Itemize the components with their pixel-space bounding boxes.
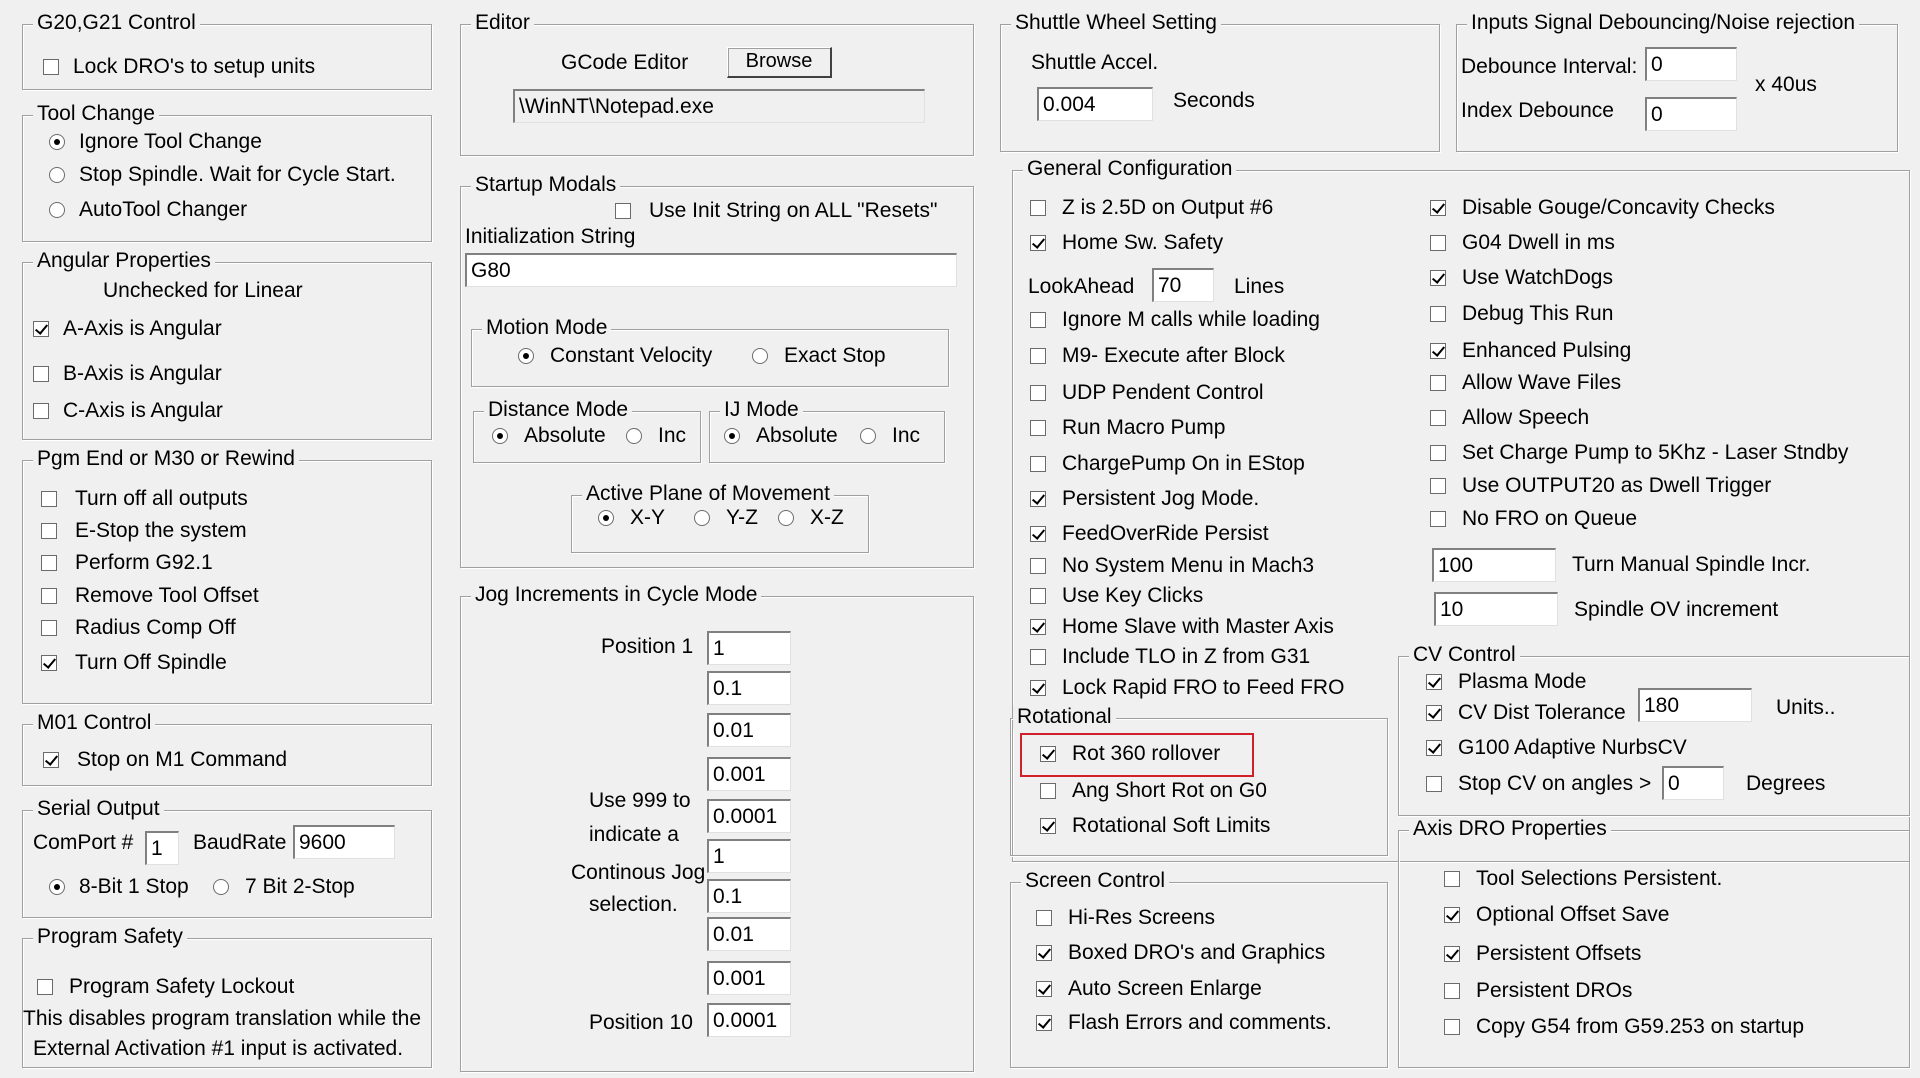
jog-position1-label: Position 1 <box>601 635 694 658</box>
jog-value-input[interactable]: 0.1 <box>707 879 791 913</box>
general-option-checkbox[interactable] <box>1430 511 1446 527</box>
pgm-end-checkbox[interactable] <box>41 555 57 571</box>
cv-units-label: Units.. <box>1776 696 1836 719</box>
shuttle-accel-label: Shuttle Accel. <box>1031 51 1159 74</box>
general-option-checkbox[interactable] <box>1030 619 1046 635</box>
screen-option-label: Boxed DRO's and Graphics <box>1068 941 1326 964</box>
axis-dro-title: Axis DRO Properties <box>1409 817 1611 841</box>
constant-velocity-label: Constant Velocity <box>550 344 713 367</box>
safety-note-1: This disables program translation while the <box>23 1007 422 1030</box>
baudrate-label: BaudRate <box>193 831 287 854</box>
plasma-mode-label: Plasma Mode <box>1458 670 1587 693</box>
lock-dro-checkbox[interactable] <box>43 59 59 75</box>
general-option-checkbox[interactable] <box>1430 306 1446 322</box>
rotational-title: Rotational <box>1013 705 1116 729</box>
general-option-checkbox[interactable] <box>1030 680 1046 696</box>
general-option-checkbox[interactable] <box>1430 478 1446 494</box>
distance-absolute-radio[interactable] <box>492 428 508 444</box>
pgm-end-checkbox[interactable] <box>41 491 57 507</box>
motion-title: Motion Mode <box>482 316 611 340</box>
general-option-checkbox[interactable] <box>1030 491 1046 507</box>
b-axis-checkbox[interactable] <box>33 366 49 382</box>
tool-change-radio-stop[interactable] <box>49 167 65 183</box>
spindle-ov-input[interactable]: 10 <box>1434 592 1558 626</box>
general-option-label: Persistent Jog Mode. <box>1062 487 1260 510</box>
startup-group <box>460 173 974 568</box>
general-option-label: No System Menu in Mach3 <box>1062 554 1315 577</box>
constant-velocity-radio[interactable] <box>518 348 534 364</box>
tool-change-label-stop: Stop Spindle. Wait for Cycle Start. <box>79 163 396 186</box>
plasma-mode-checkbox[interactable] <box>1426 674 1442 690</box>
general-option-label: Z is 2.5D on Output #6 <box>1062 196 1274 219</box>
stop-cv-checkbox[interactable] <box>1426 776 1442 792</box>
jog-note-2: indicate a <box>589 823 679 846</box>
m01-group <box>22 711 432 786</box>
tool-change-radio-ignore[interactable] <box>49 134 65 150</box>
serial-group <box>22 797 432 918</box>
comport-label: ComPort # <box>33 831 134 854</box>
stop-m1-checkbox[interactable] <box>43 752 59 768</box>
jog-title: Jog Increments in Cycle Mode <box>471 583 761 607</box>
cv-title: CV Control <box>1409 643 1520 667</box>
plane-xz-radio[interactable] <box>778 510 794 526</box>
ij-absolute-label: Absolute <box>756 424 838 447</box>
serial-title: Serial Output <box>33 797 164 821</box>
general-option-checkbox[interactable] <box>1430 410 1446 426</box>
safety-title: Program Safety <box>33 925 187 949</box>
jog-value-input[interactable]: 0.0001 <box>707 799 791 833</box>
general-option-checkbox[interactable] <box>1030 456 1046 472</box>
spindle-incr-input[interactable]: 100 <box>1432 548 1556 582</box>
lock-dro-label: Lock DRO's to setup units <box>73 55 316 78</box>
general-option-checkbox[interactable] <box>1430 343 1446 359</box>
jog-note-4: selection. <box>589 893 678 916</box>
angular-group <box>22 249 432 440</box>
gcode-editor-label: GCode Editor <box>561 51 689 74</box>
pgm-end-checkbox[interactable] <box>41 655 57 671</box>
shuttle-group <box>1000 11 1440 152</box>
browse-button[interactable]: Browse <box>727 47 832 78</box>
general-option-checkbox[interactable] <box>1030 420 1046 436</box>
plane-yz-radio[interactable] <box>694 510 710 526</box>
general-option-label: UDP Pendent Control <box>1062 381 1264 404</box>
g100-checkbox[interactable] <box>1426 740 1442 756</box>
startup-title: Startup Modals <box>471 173 620 197</box>
rotational-soft-limits-label: Rotational Soft Limits <box>1072 814 1271 837</box>
ij-inc-label: Inc <box>892 424 921 447</box>
screen-option-label: Auto Screen Enlarge <box>1068 977 1262 1000</box>
general-option-label: Debug This Run <box>1462 302 1614 325</box>
screen-option-label: Flash Errors and comments. <box>1068 1011 1332 1034</box>
cv-dist-label: CV Dist Tolerance <box>1458 701 1626 724</box>
general-option-checkbox[interactable] <box>1430 200 1446 216</box>
general-option-label: Lock Rapid FRO to Feed FRO <box>1062 676 1345 699</box>
b-axis-label: B-Axis is Angular <box>63 362 222 385</box>
baudrate-input[interactable]: 9600 <box>293 825 395 859</box>
angular-title: Angular Properties <box>33 249 215 273</box>
axis-dro-checkbox[interactable] <box>1444 1019 1460 1035</box>
general-option-label: FeedOverRide Persist <box>1062 522 1269 545</box>
editor-group <box>460 11 974 156</box>
jog-value-input[interactable]: 0.0001 <box>707 1003 791 1037</box>
general-option-checkbox[interactable] <box>1030 558 1046 574</box>
general-option-label: Set Charge Pump to 5Khz - Laser Stndby <box>1462 441 1849 464</box>
debounce-group <box>1456 11 1898 152</box>
general-option-label: ChargePump On in EStop <box>1062 452 1305 475</box>
serial-8bit-radio[interactable] <box>49 879 65 895</box>
general-option-label: Home Slave with Master Axis <box>1062 615 1334 638</box>
general-option-checkbox[interactable] <box>1030 235 1046 251</box>
lookahead-lines-label: Lines <box>1234 275 1285 298</box>
ang-short-rot-label: Ang Short Rot on G0 <box>1072 779 1267 802</box>
rot-360-rollover-checkbox[interactable] <box>1040 746 1056 762</box>
distance-group <box>473 398 701 463</box>
distance-inc-label: Inc <box>658 424 687 447</box>
shuttle-title: Shuttle Wheel Setting <box>1011 11 1221 35</box>
stop-m1-label: Stop on M1 Command <box>77 748 288 771</box>
jog-note-3: Continous Jog <box>571 861 706 884</box>
general-title: General Configuration <box>1023 157 1236 181</box>
cv-dist-input[interactable]: 180 <box>1638 688 1752 722</box>
editor-path-field[interactable]: \WinNT\Notepad.exe <box>513 89 925 123</box>
axis-dro-label: Persistent DROs <box>1476 979 1633 1002</box>
debounce-unit-label: x 40us <box>1755 73 1817 96</box>
plane-xy-label: X-Y <box>630 506 666 529</box>
pgm-end-label: Radius Comp Off <box>75 616 236 639</box>
ij-inc-radio[interactable] <box>860 428 876 444</box>
serial-7bit-label: 7 Bit 2-Stop <box>245 875 355 898</box>
screen-option-checkbox[interactable] <box>1036 945 1052 961</box>
pgm-end-checkbox[interactable] <box>41 523 57 539</box>
tool-change-title: Tool Change <box>33 102 159 126</box>
plane-yz-label: Y-Z <box>726 506 758 529</box>
pgm-end-label: Turn Off Spindle <box>75 651 227 674</box>
distance-inc-radio[interactable] <box>626 428 642 444</box>
safety-note-2: External Activation #1 input is activated. <box>33 1037 404 1060</box>
general-option-checkbox[interactable] <box>1430 375 1446 391</box>
editor-title: Editor <box>471 11 534 35</box>
use-init-checkbox[interactable] <box>615 203 631 219</box>
spindle-incr-label: Turn Manual Spindle Incr. <box>1572 553 1811 576</box>
axis-dro-checkbox[interactable] <box>1444 871 1460 887</box>
debounce-title: Inputs Signal Debouncing/Noise rejection <box>1467 11 1859 35</box>
safety-lockout-checkbox[interactable] <box>37 979 53 995</box>
cv-dist-checkbox[interactable] <box>1426 705 1442 721</box>
pgm-end-title: Pgm End or M30 or Rewind <box>33 447 299 471</box>
general-option-label: Disable Gouge/Concavity Checks <box>1462 196 1775 219</box>
screen-option-checkbox[interactable] <box>1036 981 1052 997</box>
stop-cv-label: Stop CV on angles > <box>1458 772 1652 795</box>
distance-absolute-label: Absolute <box>524 424 606 447</box>
tool-change-label-ignore: Ignore Tool Change <box>79 130 262 153</box>
jog-value-input[interactable]: 1 <box>707 839 791 873</box>
general-option-label: Use WatchDogs <box>1462 266 1613 289</box>
ij-title: IJ Mode <box>720 398 803 422</box>
general-option-checkbox[interactable] <box>1030 526 1046 542</box>
g20-group <box>22 11 432 90</box>
a-axis-label: A-Axis is Angular <box>63 317 222 340</box>
axis-dro-label: Persistent Offsets <box>1476 942 1642 965</box>
debounce-interval-label: Debounce Interval: <box>1461 55 1638 78</box>
pgm-end-label: Turn off all outputs <box>75 487 248 510</box>
screen-option-checkbox[interactable] <box>1036 910 1052 926</box>
distance-title: Distance Mode <box>484 398 632 422</box>
pgm-end-label: Remove Tool Offset <box>75 584 259 607</box>
general-option-label: G04 Dwell in ms <box>1462 231 1615 254</box>
ij-group <box>709 398 945 463</box>
screen-title: Screen Control <box>1021 869 1169 893</box>
axis-dro-label: Tool Selections Persistent. <box>1476 867 1723 890</box>
debounce-interval-input[interactable]: 0 <box>1645 47 1737 81</box>
exact-stop-radio[interactable] <box>752 348 768 364</box>
general-option-label: Allow Speech <box>1462 406 1590 429</box>
axis-dro-checkbox[interactable] <box>1444 907 1460 923</box>
general-option-checkbox[interactable] <box>1030 348 1046 364</box>
shuttle-accel-input[interactable]: 0.004 <box>1037 87 1153 121</box>
general-option-checkbox[interactable] <box>1430 445 1446 461</box>
pgm-end-group <box>22 447 432 704</box>
general-option-label: Enhanced Pulsing <box>1462 339 1632 362</box>
jog-value-input[interactable]: 0.001 <box>707 961 791 995</box>
init-string-input[interactable]: G80 <box>465 253 957 287</box>
pgm-end-checkbox[interactable] <box>41 620 57 636</box>
axis-dro-checkbox[interactable] <box>1444 983 1460 999</box>
cv-degrees-label: Degrees <box>1746 772 1826 795</box>
g20-title: G20,G21 Control <box>33 11 200 35</box>
safety-group <box>22 925 432 1068</box>
jog-note-1: Use 999 to <box>589 789 691 812</box>
init-string-label: Initialization String <box>465 225 636 248</box>
rot-360-rollover-label: Rot 360 rollover <box>1072 742 1221 765</box>
jog-group <box>460 583 974 1072</box>
jog-value-input[interactable]: 1 <box>707 631 791 665</box>
general-option-checkbox[interactable] <box>1430 270 1446 286</box>
index-debounce-label: Index Debounce <box>1461 99 1614 122</box>
tool-change-label-auto: AutoTool Changer <box>79 198 248 221</box>
jog-position10-label: Position 10 <box>589 1011 693 1034</box>
general-option-checkbox[interactable] <box>1030 200 1046 216</box>
comport-input[interactable]: 1 <box>145 831 179 865</box>
safety-lockout-label: Program Safety Lockout <box>69 975 295 998</box>
spindle-ov-label: Spindle OV increment <box>1574 598 1779 621</box>
general-option-label: Use Key Clicks <box>1062 584 1204 607</box>
general-option-label: Use OUTPUT20 as Dwell Trigger <box>1462 474 1772 497</box>
axis-dro-label: Optional Offset Save <box>1476 903 1670 926</box>
general-option-label: Run Macro Pump <box>1062 416 1226 439</box>
a-axis-checkbox[interactable] <box>33 321 49 337</box>
plane-xz-label: X-Z <box>810 506 844 529</box>
tool-change-group <box>22 102 432 242</box>
pgm-end-label: Perform G92.1 <box>75 551 213 574</box>
general-option-label: Include TLO in Z from G31 <box>1062 645 1311 668</box>
plane-title: Active Plane of Movement <box>582 482 834 506</box>
general-option-checkbox[interactable] <box>1030 588 1046 604</box>
jog-value-input[interactable]: 0.1 <box>707 671 791 705</box>
pgm-end-checkbox[interactable] <box>41 588 57 604</box>
axis-dro-checkbox[interactable] <box>1444 946 1460 962</box>
general-option-checkbox[interactable] <box>1030 649 1046 665</box>
general-option-checkbox[interactable] <box>1030 312 1046 328</box>
serial-8bit-label: 8-Bit 1 Stop <box>79 875 189 898</box>
rotational-soft-limits-checkbox[interactable] <box>1040 818 1056 834</box>
m01-title: M01 Control <box>33 711 155 735</box>
shuttle-seconds-label: Seconds <box>1173 89 1255 112</box>
use-init-label: Use Init String on ALL "Resets" <box>649 199 938 222</box>
pgm-end-label: E-Stop the system <box>75 519 247 542</box>
axis-dro-label: Copy G54 from G59.253 on startup <box>1476 1015 1805 1038</box>
index-debounce-input[interactable]: 0 <box>1645 97 1737 131</box>
jog-value-input[interactable]: 0.01 <box>707 713 791 747</box>
g100-label: G100 Adaptive NurbsCV <box>1458 736 1687 759</box>
general-option-label: Ignore M calls while loading <box>1062 308 1320 331</box>
screen-option-label: Hi-Res Screens <box>1068 906 1216 929</box>
plane-group <box>571 482 869 553</box>
plane-xy-radio[interactable] <box>598 510 614 526</box>
general-option-label: Allow Wave Files <box>1462 371 1622 394</box>
screen-option-checkbox[interactable] <box>1036 1015 1052 1031</box>
jog-value-input[interactable]: 0.001 <box>707 757 791 791</box>
general-option-label: Home Sw. Safety <box>1062 231 1224 254</box>
stop-cv-input[interactable]: 0 <box>1662 766 1724 800</box>
serial-7bit-radio[interactable] <box>213 879 229 895</box>
ang-short-rot-checkbox[interactable] <box>1040 783 1056 799</box>
exact-stop-label: Exact Stop <box>784 344 886 367</box>
general-option-label: M9- Execute after Block <box>1062 344 1285 367</box>
jog-value-input[interactable]: 0.01 <box>707 917 791 951</box>
lookahead-label: LookAhead <box>1028 275 1135 298</box>
tool-change-radio-auto[interactable] <box>49 202 65 218</box>
angular-subtitle: Unchecked for Linear <box>103 279 303 302</box>
general-option-checkbox[interactable] <box>1030 385 1046 401</box>
general-option-checkbox[interactable] <box>1430 235 1446 251</box>
general-option-label: No FRO on Queue <box>1462 507 1638 530</box>
c-axis-checkbox[interactable] <box>33 403 49 419</box>
lookahead-input[interactable]: 70 <box>1152 268 1214 302</box>
motion-group <box>471 316 949 387</box>
ij-absolute-radio[interactable] <box>724 428 740 444</box>
c-axis-label: C-Axis is Angular <box>63 399 223 422</box>
